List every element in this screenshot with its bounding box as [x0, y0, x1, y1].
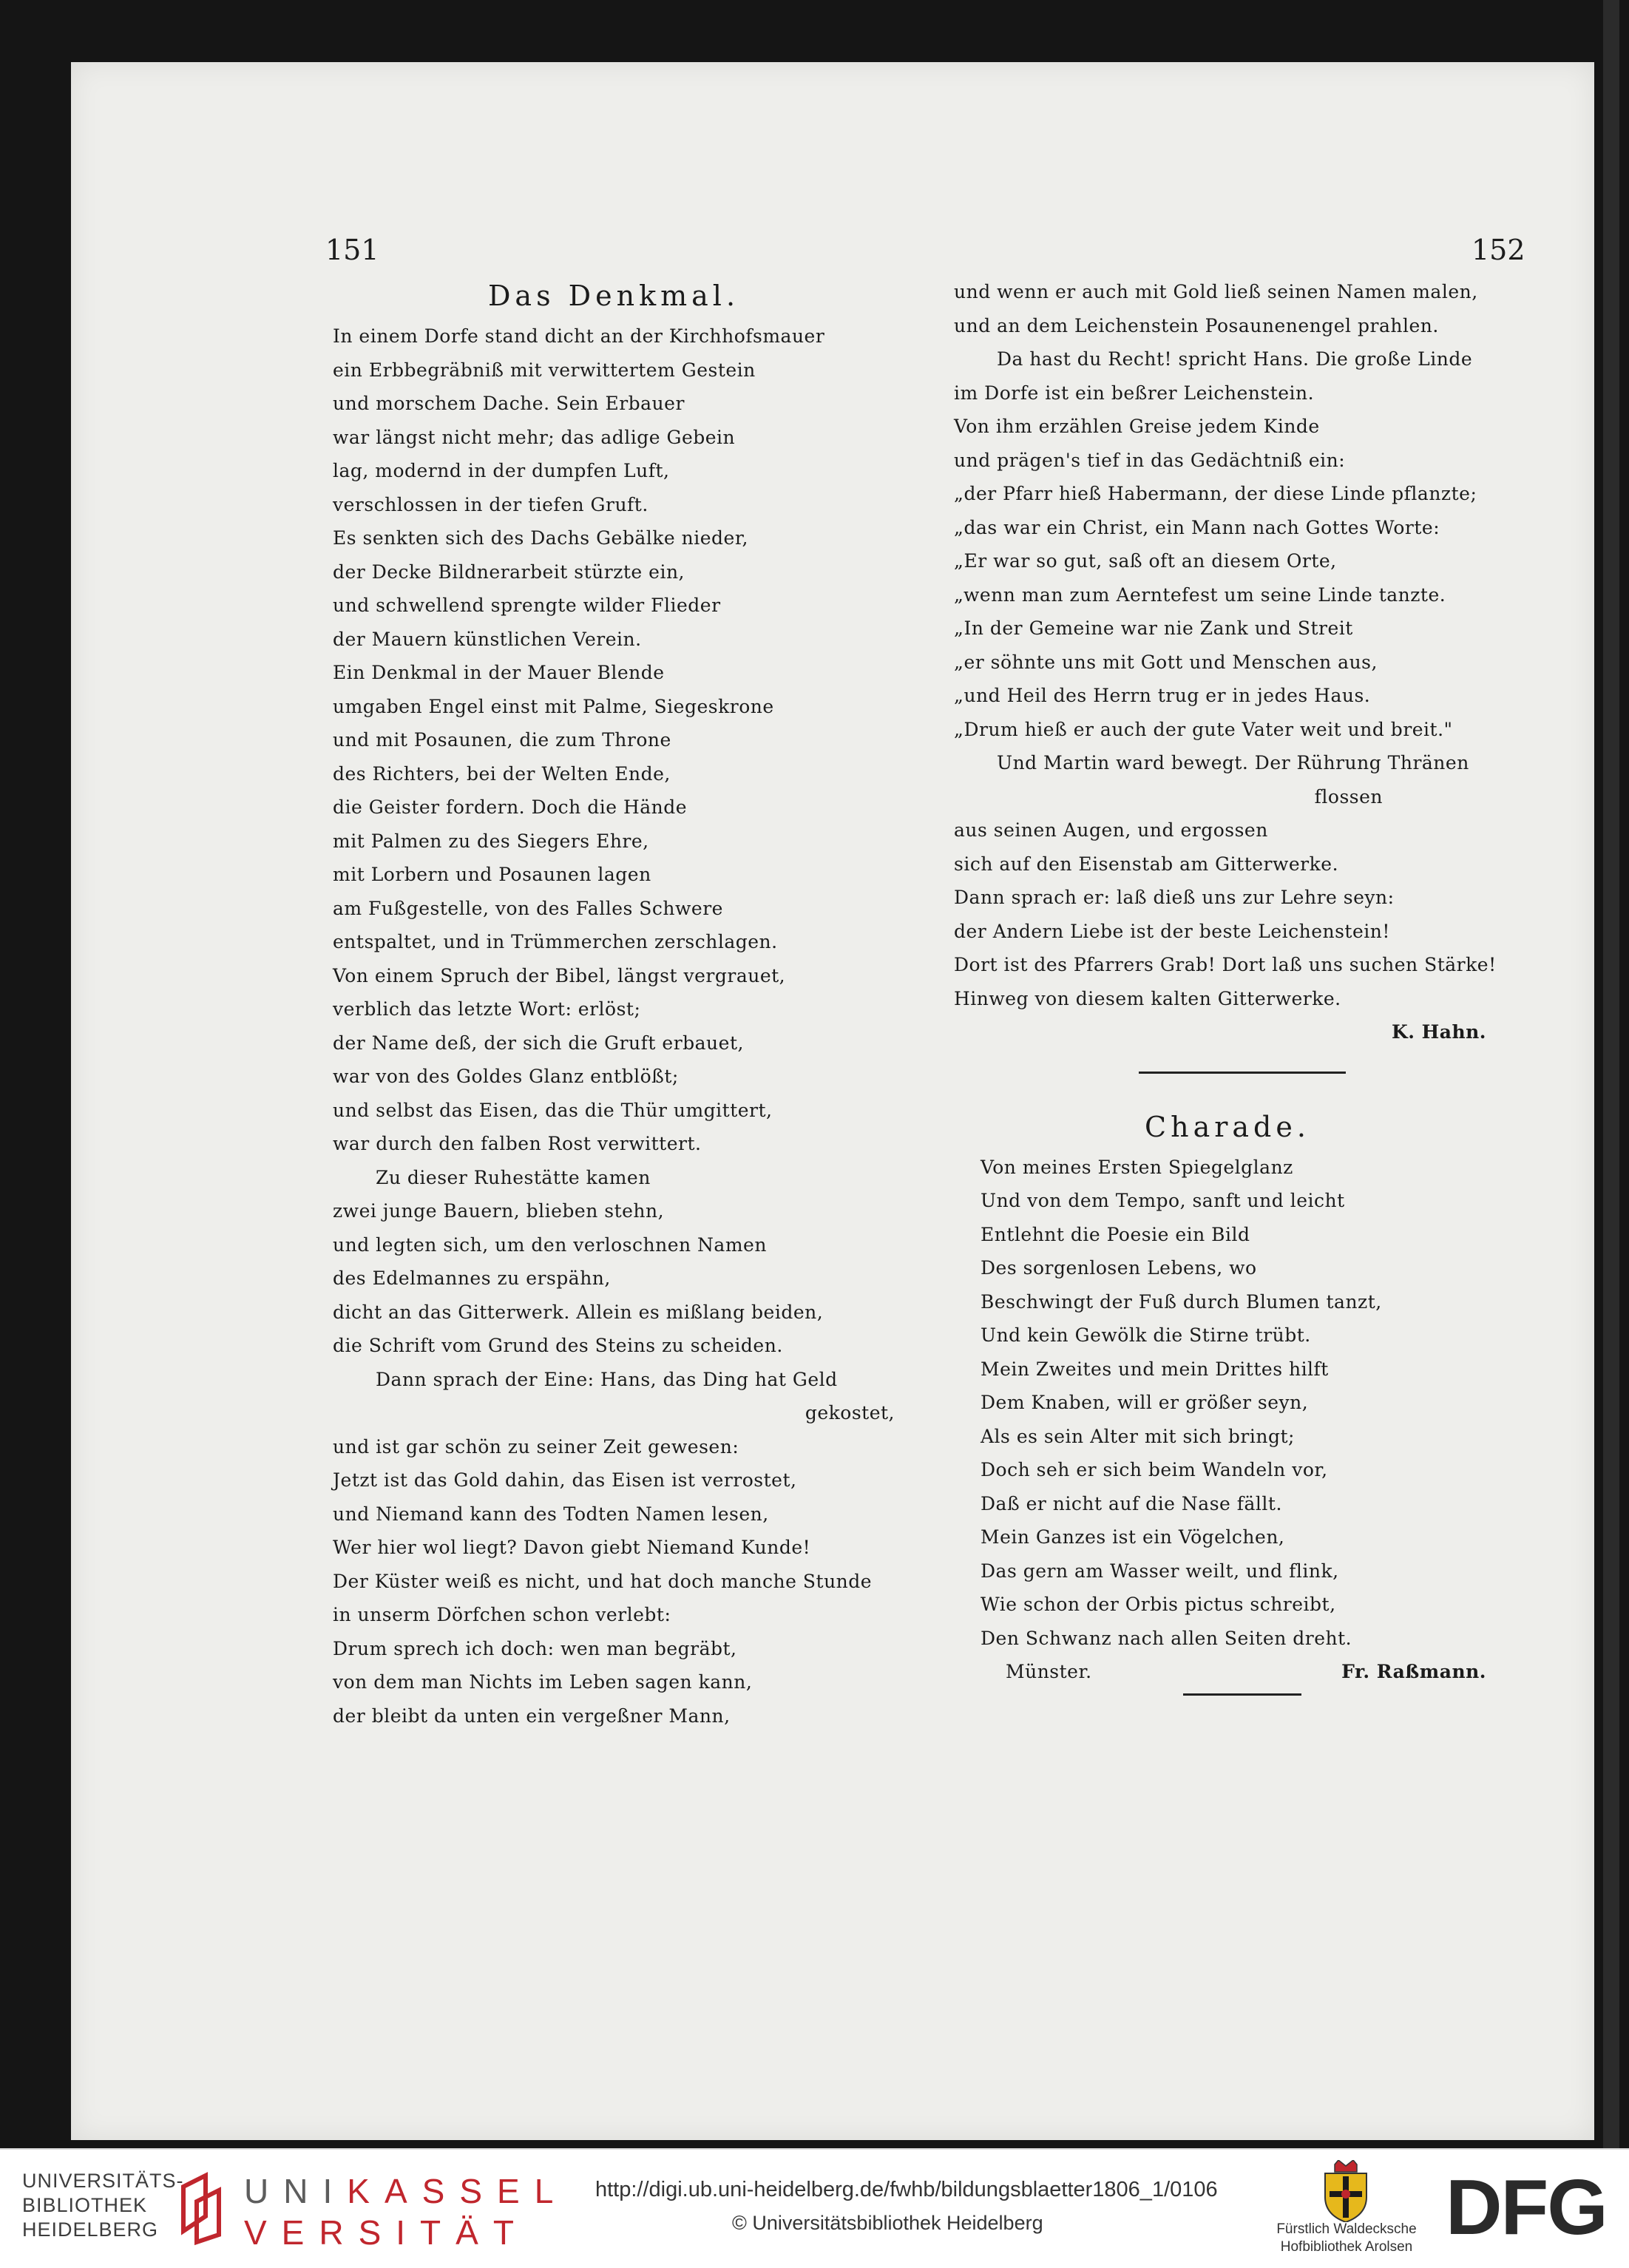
poem-line: im Dorfe ist ein beßrer Leichenstein. [954, 382, 1315, 404]
poem-line: Mein Zweites und mein Drittes hilft [981, 1358, 1329, 1380]
poem-line: Mein Ganzes ist ein Vögelchen, [981, 1526, 1285, 1548]
left-page-number: 151 [325, 234, 379, 266]
poem-line: „das war ein Christ, ein Mann nach Gottes Worte: [954, 516, 1440, 538]
author-signature: Fr. Raßmann. [1341, 1661, 1486, 1682]
poem-line: und an dem Leichenstein Posaunenengel prahlen. [954, 314, 1439, 336]
poem-line: Hinweg von diesem kalten Gitterwerke. [954, 987, 1341, 1009]
arolsen-text [1261, 2221, 1432, 2256]
poem-title: Das Denkmal. [487, 280, 740, 312]
poem-line: Jetzt ist das Gold dahin, das Eisen ist verrostet, [333, 1469, 797, 1491]
poem-line: lag, modernd in der dumpfen Luft, [333, 460, 670, 481]
arolsen-line: Fürstlich Waldecksche [1276, 2221, 1417, 2237]
poem-line: flossen [1314, 785, 1383, 808]
poem-line: ein Erbbegräbniß mit verwittertem Gestein [333, 359, 756, 381]
charade-footer [954, 1655, 1501, 1689]
charade-title: Charade. [1145, 1110, 1310, 1143]
end-separator [1183, 1693, 1301, 1696]
poem-line: „Drum hieß er auch der gute Vater weit und breit." [954, 718, 1453, 740]
poem-line: „der Pfarr hieß Habermann, der diese Linde pflanzte; [954, 483, 1477, 504]
charade-text [954, 1151, 1501, 1656]
poem-line: aus seinen Augen, und ergossen [954, 819, 1268, 841]
poem-line: und prägen's tief in das Gedächtniß ein: [954, 449, 1346, 471]
uni-kassel-line1: UNIKASSEL [244, 2172, 569, 2210]
poem-line: sich auf den Eisenstab am Gitterwerke. [954, 853, 1339, 875]
poem-line: der Andern Liebe ist der beste Leichenstein! [954, 920, 1390, 942]
poem-line: Als es sein Alter mit sich bringt; [981, 1425, 1295, 1447]
poem-line: „Er war so gut, saß oft an diesem Orte, [954, 550, 1337, 572]
poem-line: in unserm Dörfchen schon verlebt: [333, 1604, 671, 1625]
poem-line: verblich das letzte Wort: erlöst; [333, 998, 641, 1020]
poem-line: Beschwingt der Fuß durch Blumen tanzt, [981, 1290, 1382, 1313]
poem-line: Dann sprach er: laß dieß uns zur Lehre seyn: [954, 887, 1395, 908]
poem-line: und morschem Dache. Sein Erbauer [333, 393, 685, 414]
uni-kassel-line2: VERSITÄT [244, 2213, 529, 2252]
poem-line: entspaltet, und in Trümmerchen zerschlagen. [333, 931, 778, 952]
uni-heidelberg-line: UNIVERSITÄTS- [22, 2170, 184, 2192]
author-signature: K. Hahn. [1391, 1021, 1486, 1043]
poem-continuation-3 [954, 813, 1501, 1015]
uni-kassel-logo-icon [176, 2172, 228, 2246]
poem-line: „und Heil des Herrn trug er in jedes Haus. [954, 685, 1371, 706]
poem-line: Des sorgenlosen Lebens, wo [981, 1257, 1257, 1279]
poem-line: der bleibt da unten ein vergeßner Mann, [333, 1705, 731, 1727]
poem-text-block-2 [333, 1161, 895, 1363]
uni-kassel-wordmark [244, 2170, 568, 2253]
poem-line: Ein Denkmal in der Mauer Blende [333, 662, 665, 683]
arolsen-line: Hofbibliothek Arolsen [1280, 2239, 1413, 2255]
poem-line: Das gern am Wasser weilt, und flink, [981, 1560, 1339, 1582]
poem-line: Da hast du Recht! spricht Hans. Die große Linde [997, 348, 1473, 370]
poem-line: Es senkten sich des Dachs Gebälke nieder, [333, 527, 748, 549]
poem-line: „wenn man zum Aerntefest um seine Linde tanzte. [954, 583, 1446, 606]
poem-line: der Mauern künstlichen Verein. [333, 628, 642, 650]
source-url-link[interactable]: http://digi.ub.uni-heidelberg.de/fwhb/bildungsblaetter1806_1/0106 [595, 2178, 1218, 2201]
poem-line: die Geister fordern. Doch die Hände [333, 796, 688, 818]
right-page-number: 152 [1471, 234, 1525, 266]
right-column [954, 275, 1501, 1696]
poem-line: von dem man Nichts im Leben sagen kann, [333, 1671, 753, 1693]
poem-line: der Name deß, der sich die Gruft erbauet, [333, 1032, 744, 1054]
poem-line: Und kein Gewölk die Stirne trübt. [981, 1324, 1311, 1346]
poem-line: und mit Posaunen, die zum Throne [333, 729, 671, 751]
poem-line: Dem Knaben, will er größer seyn, [981, 1392, 1309, 1413]
poem-continuation-1 [954, 275, 1501, 342]
poem-line: Doch seh er sich beim Wandeln vor, [981, 1459, 1328, 1480]
poem-line: der Decke Bildnerarbeit stürzte ein, [333, 561, 685, 583]
poem-line: Entlehnt die Poesie ein Bild [981, 1223, 1250, 1245]
poem-line: am Fußgestelle, von des Falles Schwere [333, 897, 723, 919]
poem-line: Von ihm erzählen Greise jedem Kinde [954, 416, 1320, 437]
poem-text-block-3 [333, 1430, 895, 1733]
poem-line: und legten sich, um den verloschnen Namen [333, 1233, 767, 1256]
poem-line: mit Palmen zu des Siegers Ehre, [333, 830, 649, 852]
poem-line: zwei junge Bauern, blieben stehn, [333, 1200, 665, 1222]
poem-line: des Richters, bei der Welten Ende, [333, 762, 671, 785]
footer-bar [0, 2148, 1629, 2268]
left-column [333, 272, 895, 1733]
poem-line: Zu dieser Ruhestätte kamen [376, 1166, 651, 1188]
poem-line: In einem Dorfe stand dicht an der Kirchhofsmauer [333, 325, 825, 347]
poem-line: Und von dem Tempo, sanft und leicht [981, 1190, 1345, 1211]
poem-line: und ist gar schön zu seiner Zeit gewesen: [333, 1435, 739, 1458]
poem-line: „er söhnte uns mit Gott und Menschen aus, [954, 651, 1378, 673]
poem-line: und wenn er auch mit Gold ließ seinen Namen malen, [954, 281, 1478, 302]
poem-line: und selbst das Eisen, das die Thür umgittert, [333, 1099, 773, 1121]
poem-line: Und Martin ward bewegt. Der Rührung Thränen [997, 752, 1469, 774]
poem-line: und schwellend sprengte wilder Flieder [333, 595, 721, 616]
poem-line: des Edelmannes zu erspähn, [333, 1267, 611, 1289]
poem-line: umgaben Engel einst mit Palme, Siegeskrone [333, 695, 774, 717]
poem-line: mit Lorbern und Posaunen lagen [333, 864, 651, 885]
poem-line: Von meines Ersten Spiegelglanz [981, 1156, 1293, 1178]
poem-line: und Niemand kann des Todten Namen lesen, [333, 1503, 769, 1525]
poem-line: „In der Gemeine war nie Zank und Streit [954, 617, 1353, 639]
place-name: Münster. [1006, 1661, 1092, 1682]
waldeck-crest-icon [1316, 2160, 1375, 2222]
uni-heidelberg-line: BIBLIOTHEK [22, 2194, 148, 2216]
poem-line: Daß er nicht auf die Nase fällt. [981, 1492, 1282, 1514]
uni-heidelberg-text [22, 2169, 184, 2242]
poem-line: die Schrift vom Grund des Steins zu scheiden. [333, 1335, 783, 1356]
poem-line: Dort ist des Pfarrers Grab! Dort laß uns suchen Stärke! [954, 954, 1497, 975]
copyright-text: © Universitätsbibliothek Heidelberg [732, 2212, 1043, 2234]
poem-line: dicht an das Gitterwerk. Allein es mißlang beiden, [333, 1301, 824, 1323]
poem-line: Der Küster weiß es nicht, und hat doch manche Stunde [333, 1570, 873, 1592]
poem-line: Drum sprech ich doch: wen man begräbt, [333, 1637, 737, 1659]
poem-line: war längst nicht mehr; das adlige Gebein [333, 426, 736, 448]
poem-line: Den Schwanz nach allen Seiten dreht. [981, 1627, 1352, 1649]
uni-heidelberg-line: HEIDELBERG [22, 2218, 159, 2241]
poem-line: Dann sprach der Eine: Hans, das Ding hat Geld [376, 1368, 838, 1390]
poem-line: verschlossen in der tiefen Gruft. [333, 493, 648, 515]
dfg-logo: DFG [1446, 2164, 1607, 2251]
poem-continuation-2 [954, 376, 1501, 747]
poem-line: Wie schon der Orbis pictus schreibt, [981, 1594, 1336, 1615]
poem-line: war durch den falben Rost verwittert. [333, 1133, 702, 1154]
binding-edge [1603, 0, 1619, 2148]
poem-line: gekostet, [805, 1402, 895, 1424]
poem-line: war von des Goldes Glanz entblößt; [333, 1066, 679, 1087]
poem-text-block-1 [333, 319, 895, 1161]
poem-line: Wer hier wol liegt? Davon giebt Niemand Kunde! [333, 1537, 811, 1558]
poem-line: Von einem Spruch der Bibel, längst vergrauet, [333, 964, 786, 986]
